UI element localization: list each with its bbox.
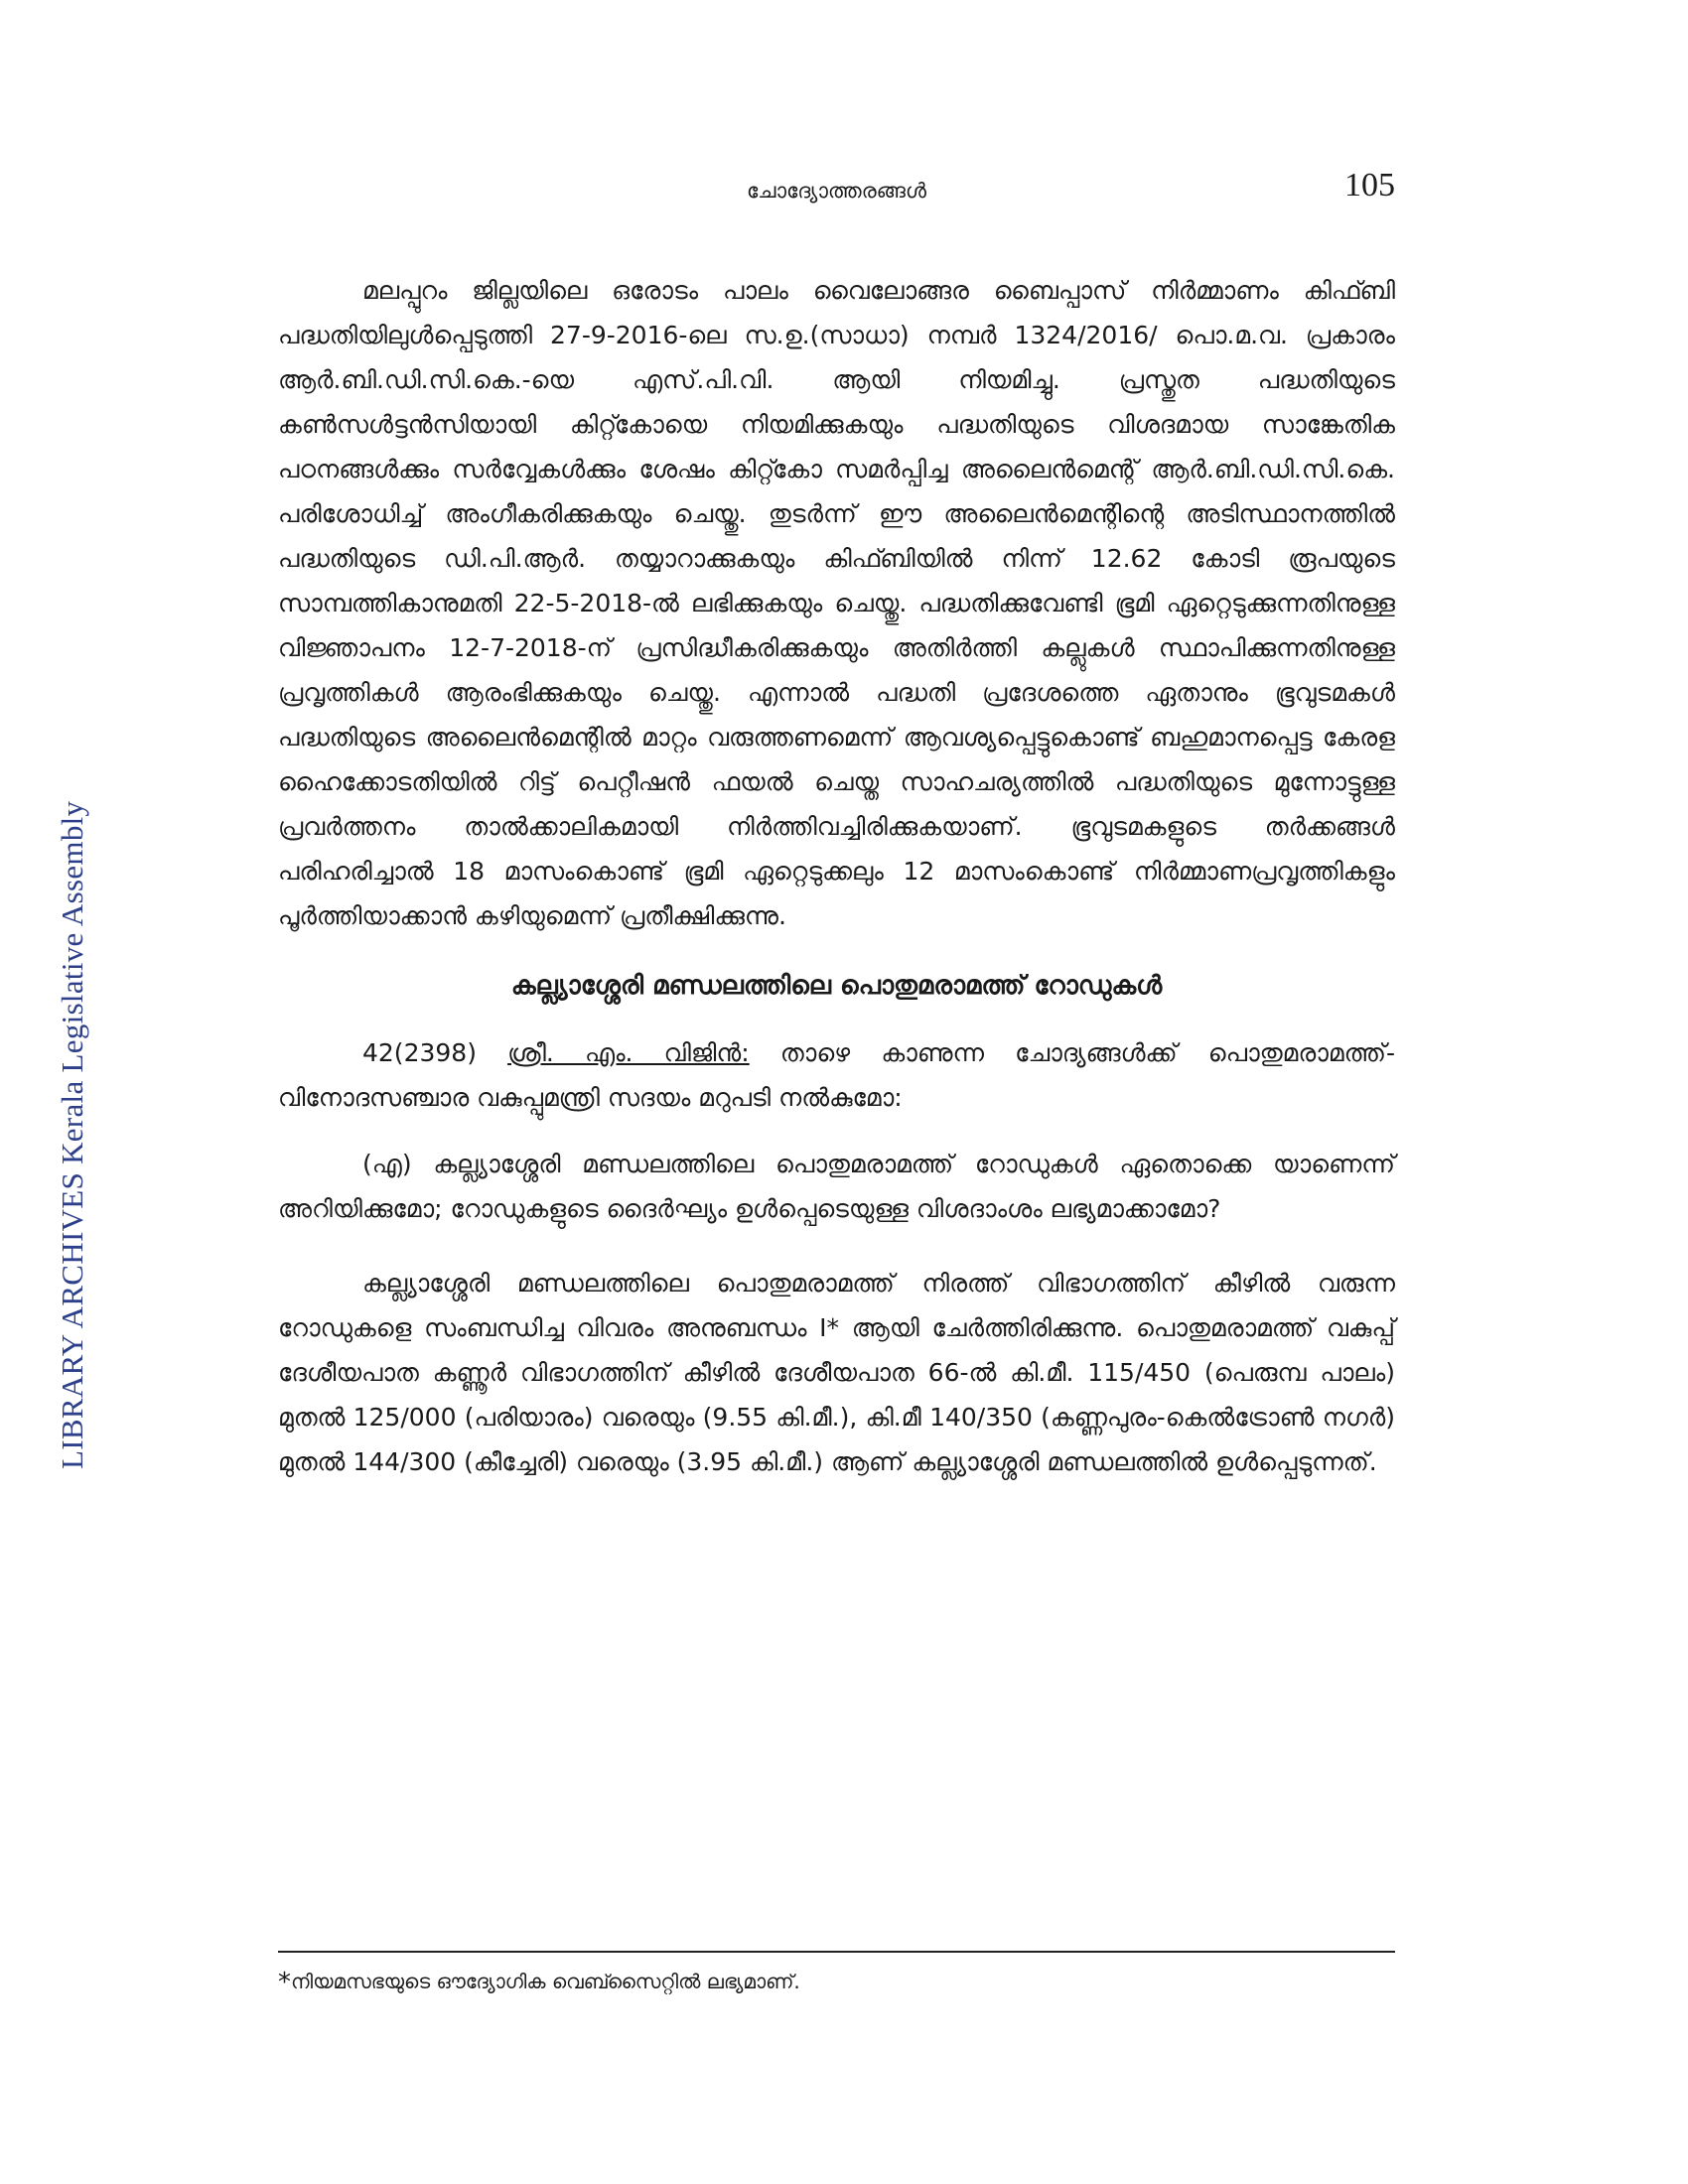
section-heading: കല്ല്യാശ്ശേരി മണ്ഡലത്തിലെ പൊതുമരാമത്ത് റോഡുകൾ <box>510 971 1163 1001</box>
running-head <box>278 167 1395 216</box>
question-intro <box>278 1030 1395 1120</box>
answer-paragraph-continued: മലപ്പുറം ജില്ലയിലെ ഒരോടം പാലം വൈലോങ്ങര ബൈപ്പാസ് നിർമ്മാണം കിഫ്ബി പദ്ധതിയിലുൾപ്പെടുത്തി 27-9-2016-ലെ സ.ഉ.(സാധാ) നമ്പർ 1324/2016/ പൊ.മ.വ. പ്രകാരം ആർ.ബി.ഡി.സി.കെ.-യെ എസ്.പി.വി. ആയി നിയമിച്ചു. പ്രസ്തുത പദ്ധതിയുടെ കൺസൾട്ടൻസിയായി കിറ്റ്കോയെ നിയമിക്കുകയും പദ്ധതിയുടെ വിശദമായ സാങ്കേതിക പഠനങ്ങൾക്കും സർവ്വേകൾക്കും ശേഷം കിറ്റ്കോ സമർപ്പിച്ച അലൈൻമെന്റ് ആർ.ബി.ഡി.സി.കെ. പരിശോധിച്ച് അംഗീകരിക്കുകയും ചെയ്തു. തുടർന്ന് ഈ അലൈൻമെന്റിന്റെ അടിസ്ഥാനത്തിൽ പദ്ധതിയുടെ ഡി.പി.ആർ. തയ്യാറാക്കുകയും കിഫ്ബിയിൽ നിന്ന് 12.62 കോടി രൂപയുടെ സാമ്പത്തികാനുമതി 22-5-2018-ൽ ലഭിക്കുകയും ചെയ്തു. പദ്ധതിക്കുവേണ്ടി ഭൂമി ഏറ്റെടുക്കുന്നതിനുള്ള വിജ്ഞാപനം 12-7-2018-ന് പ്രസിദ്ധീകരിക്കുകയും അതിർത്തി കല്ലുകൾ സ്ഥാപിക്കുന്നതിനുള്ള പ്രവൃത്തികൾ ആരംഭിക്കുകയും ചെയ്തു. എന്നാൽ പദ്ധതി പ്രദേശത്തെ ഏതാനും ഭൂവുടമകൾ പദ്ധതിയുടെ അലൈൻമെന്റിൽ മാറ്റം വരുത്തണമെന്ന് ആവശ്യപ്പെട്ടുകൊണ്ട് ബഹുമാനപ്പെട്ട കേരള ഹൈക്കോടതിയിൽ റിട്ട് പെറ്റീഷൻ ഫയൽ ചെയ്ത സാഹചര്യത്തിൽ പദ്ധതിയുടെ മുന്നോട്ടുള്ള പ്രവർത്തനം താൽക്കാലികമായി നിർത്തിവച്ചിരിക്കുകയാണ്. ഭൂവുടമകളുടെ തർക്കങ്ങൾ പരിഹരിച്ചാൽ 18 മാസംകൊണ്ട് ഭൂമി ഏറ്റെടുക്കലും 12 മാസംകൊണ്ട് നിർമ്മാണപ്രവൃത്തികളും പൂർത്തിയാക്കാൻ കഴിയുമെന്ന് പ്രതീക്ഷിക്കുന്നു. <box>278 276 1395 930</box>
question-sub-a: (എ) കല്ല്യാശ്ശേരി മണ്ഡലത്തിലെ പൊതുമരാമത്ത് റോഡുകൾ ഏതൊക്കെ യാണെന്ന് അറിയിക്കുമോ; റോഡുകളുടെ ദൈർഘ്യം ഉൾപ്പെടെയുള്ള വിശദാംശം ലഭ്യമാക്കാമോ? <box>278 1150 1395 1223</box>
archive-watermark: LIBRARY ARCHIVES Kerala Legislative Assembly <box>55 800 89 1469</box>
member-name: ശ്രീ. എം. വിജിൻ: <box>507 1038 750 1067</box>
footnote <box>278 1968 1395 1997</box>
page-content <box>278 268 1395 1484</box>
footnote-mark: * <box>278 1968 291 1997</box>
running-title: ചോദ്യോത്തരങ്ങൾ <box>746 179 927 203</box>
question-number: 42(2398) <box>362 1038 477 1067</box>
footnote-rule <box>278 1951 1395 1953</box>
page-number: 105 <box>1344 167 1395 204</box>
question-text: താഴെ കാണുന്ന ചോദ്യങ്ങൾക്ക് പൊതുമരാമത്ത്-വിനോദസഞ്ചാര വകുപ്പുമന്ത്രി സദയം മറുപടി നൽകുമോ: <box>278 1038 1395 1112</box>
footnote-text: നിയമസഭയുടെ ഔദ്യോഗിക വെബ്സൈറ്റിൽ ലഭ്യമാണ്. <box>291 1970 800 1993</box>
answer-paragraph: കല്ല്യാശ്ശേരി മണ്ഡലത്തിലെ പൊതുമരാമത്ത് നിരത്ത് വിഭാഗത്തിന് കീഴിൽ വരുന്ന റോഡുകളെ സംബന്ധിച്ച വിവരം അനുബന്ധം I* ആയി ചേർത്തിരിക്കുന്നു. പൊതുമരാമത്ത് വകുപ്പ് ദേശീയപാത കണ്ണൂർ വിഭാഗത്തിന് കീഴിൽ ദേശീയപാത 66-ൽ കി.മീ. 115/450 (പെരുമ്പ പാലം) മുതൽ 125/000 (പരിയാരം) വരെയും (9.55 കി.മീ.), കി.മീ 140/350 (കണ്ണപുരം-കെൽട്രോൺ നഗർ) മുതൽ 144/300 (കീച്ചേരി) വരെയും (3.95 കി.മീ.) ആണ് കല്ല്യാശ്ശേരി മണ്ഡലത്തിൽ ഉൾപ്പെടുന്നത്. <box>278 1269 1395 1476</box>
